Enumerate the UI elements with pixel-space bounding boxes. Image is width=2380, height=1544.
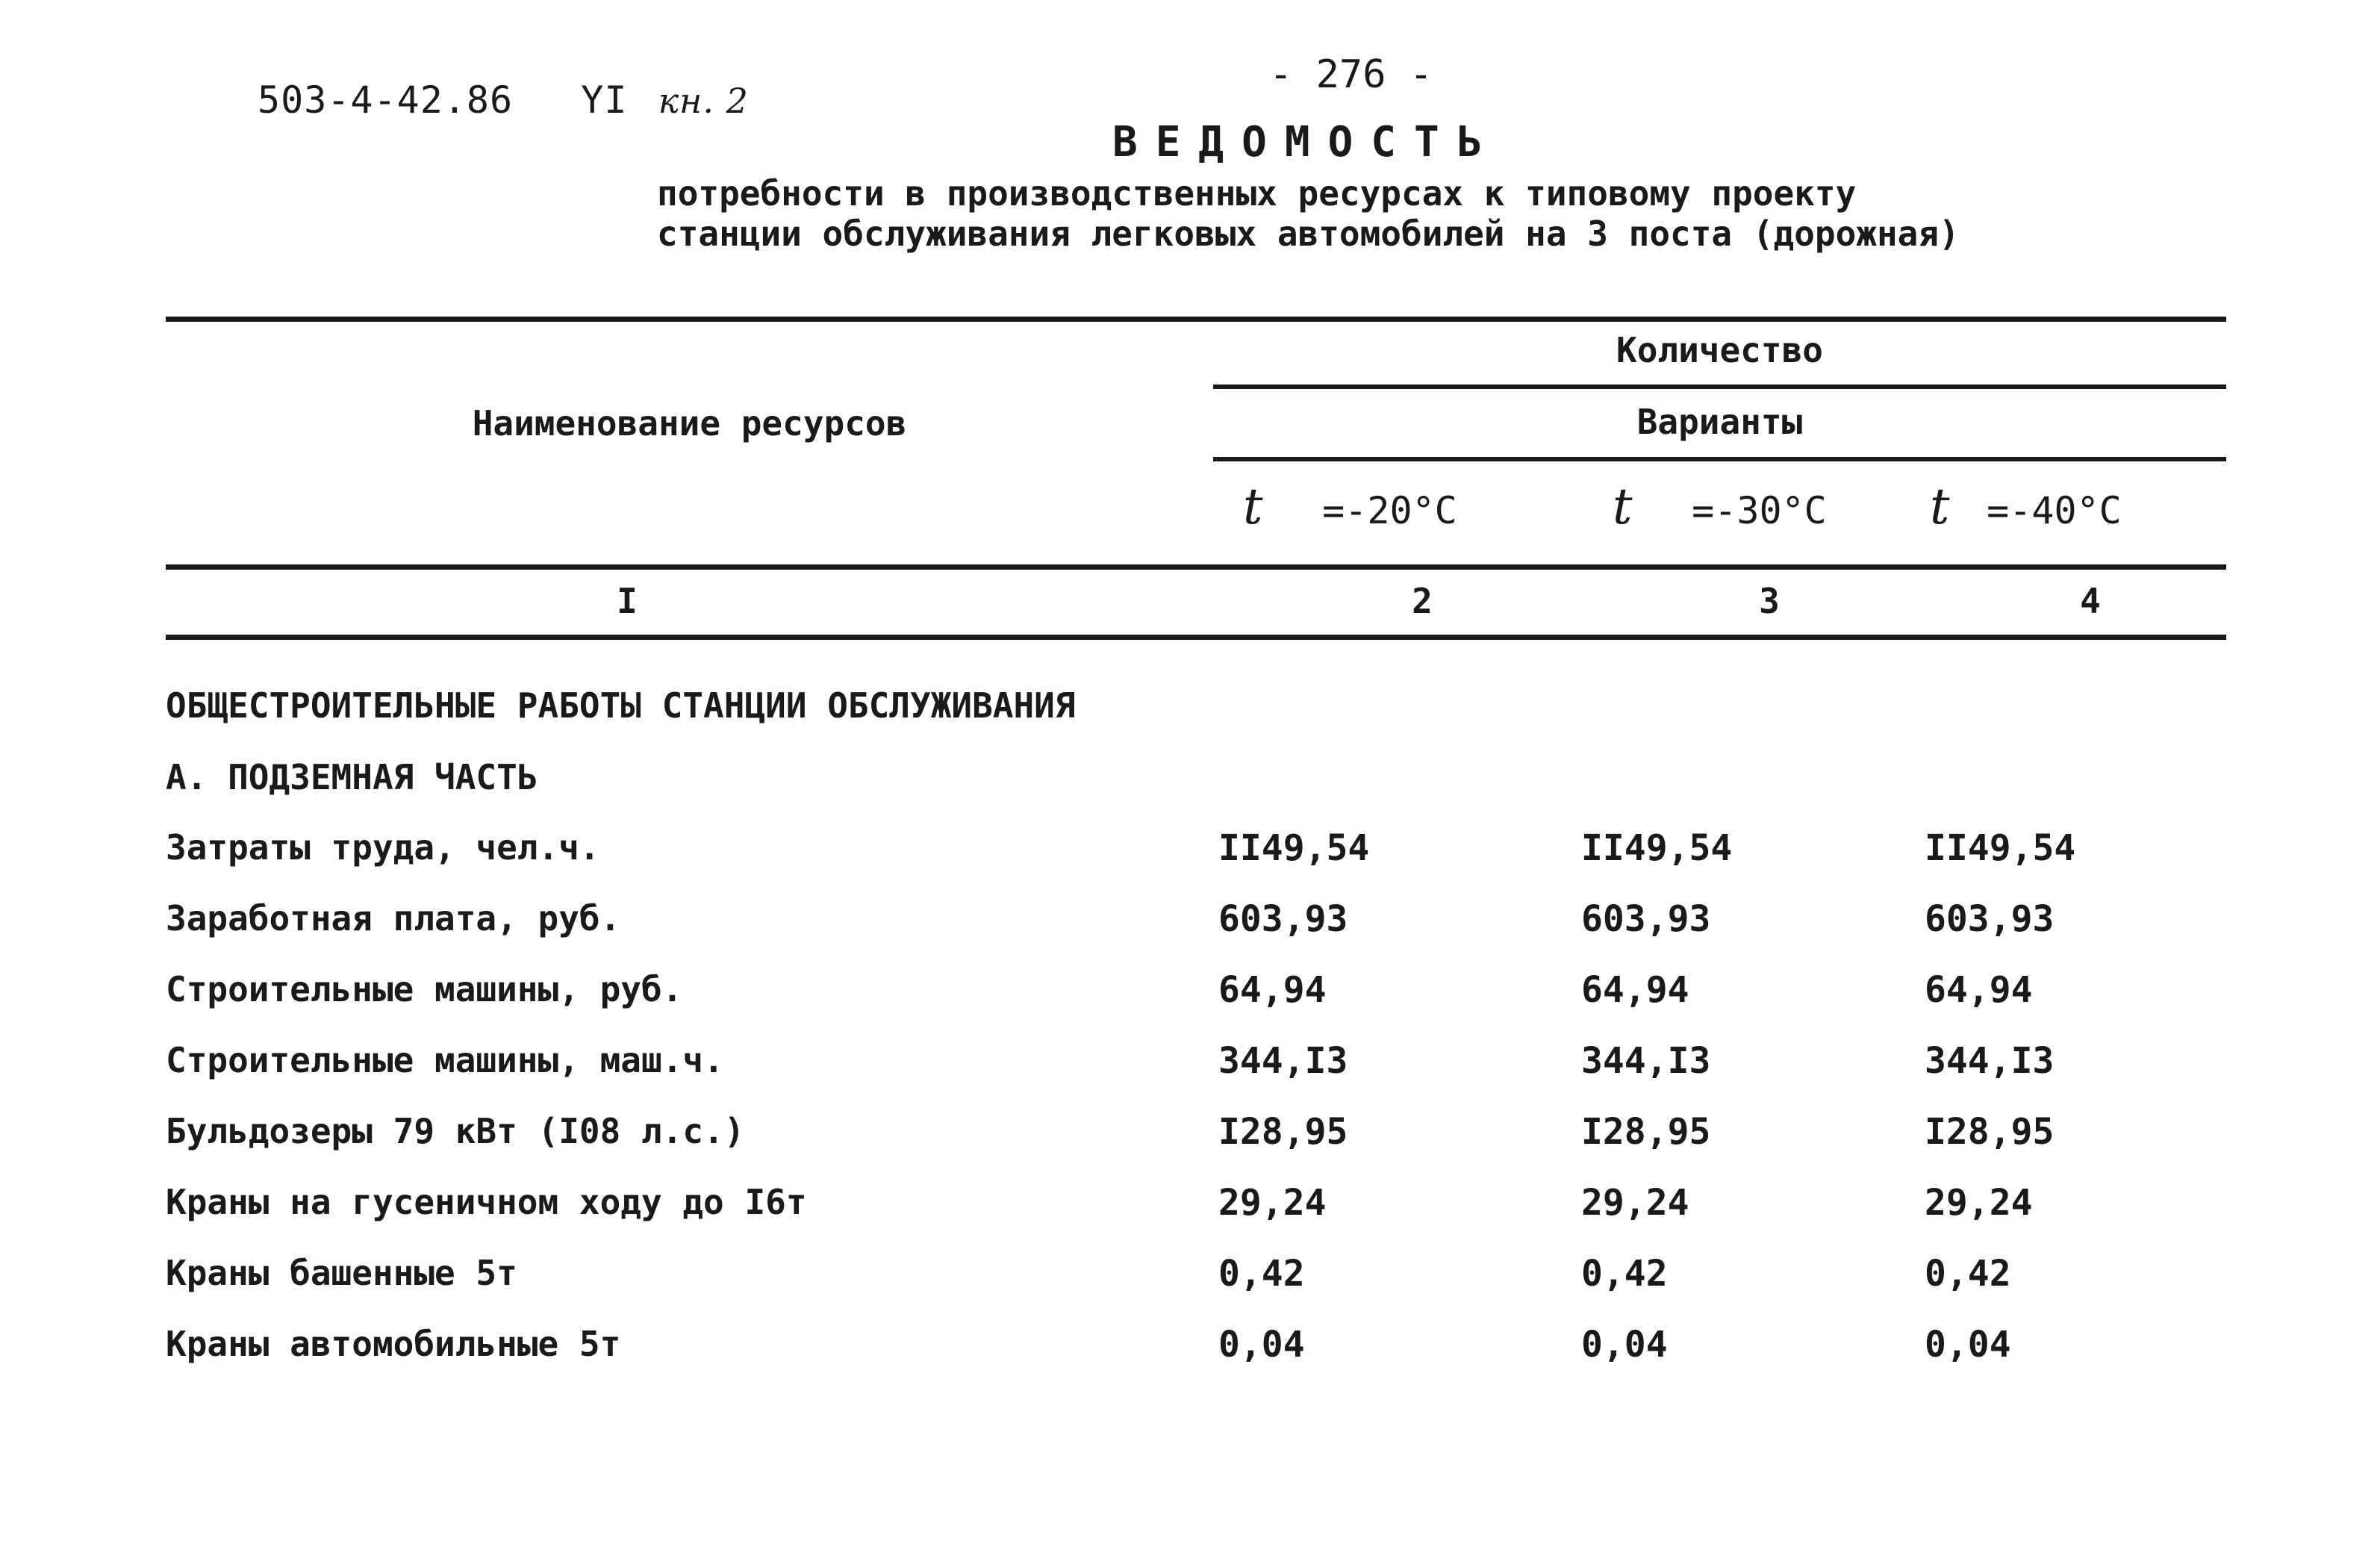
row-value-col2: 603,93 (1218, 898, 1348, 940)
variant-header-3 (1930, 478, 2122, 535)
row-value-col2: 0,04 (1218, 1324, 1305, 1366)
row-label: Строительные машины, руб. (166, 969, 683, 1009)
table-top-rule (166, 317, 2226, 322)
page-number: - 276 - (1269, 52, 1433, 97)
col-number-1: I (617, 581, 638, 621)
row-label: Затраты труда, чел.ч. (166, 827, 600, 868)
row-value-col3: 0,42 (1581, 1253, 1668, 1295)
row-label: Бульдозеры 79 кВт (I08 л.с.) (166, 1111, 745, 1151)
temperature-symbol: t (1243, 478, 1263, 535)
row-value-col3: II49,54 (1581, 827, 1733, 869)
variant-label-3: =-40°C (1987, 489, 2122, 532)
row-value-col2: 64,94 (1218, 969, 1327, 1011)
quantity-divider (1213, 385, 2226, 389)
variants-divider (1213, 457, 2226, 461)
variant-label-1: =-20°C (1322, 489, 1457, 532)
row-value-col2: 344,I3 (1218, 1040, 1348, 1082)
book-note: кн. 2 (658, 81, 749, 121)
row-label: Краны на гусеничном ходу до I6т (166, 1182, 807, 1222)
row-label: Заработная плата, руб. (166, 898, 621, 938)
row-value-col4: 29,24 (1925, 1182, 2033, 1224)
row-value-col4: 0,04 (1925, 1324, 2011, 1366)
col-number-3: 3 (1759, 581, 1780, 621)
row-value-col3: 0,04 (1581, 1324, 1668, 1366)
subtitle-line-1: потребности в производственных ресурсах к типовому проекту (657, 173, 1857, 214)
page-title: ВЕДОМОСТЬ (1112, 118, 1501, 166)
row-value-col3: 29,24 (1581, 1182, 1689, 1224)
row-value-col3: 344,I3 (1581, 1040, 1711, 1082)
row-value-col4: I28,95 (1925, 1111, 2055, 1153)
subsection-title: А. ПОДЗЕМНАЯ ЧАСТЬ (166, 757, 538, 797)
subtitle-line-2: станции обслуживания легковых автомобилей на 3 поста (дорожная) (657, 214, 1960, 254)
doc-volume: YI (581, 78, 628, 122)
row-label: Строительные машины, маш.ч. (166, 1040, 724, 1080)
doc-code-number: 503-4-42.86 (258, 78, 514, 122)
col-number-4: 4 (2080, 581, 2101, 621)
col-header-quantity: Количество (1616, 330, 1823, 370)
row-label: Краны башенные 5т (166, 1253, 517, 1293)
temperature-symbol: t (1613, 478, 1633, 535)
variant-label-2: =-30°C (1692, 489, 1827, 532)
section-title: ОБЩЕСТРОИТЕЛЬНЫЕ РАБОТЫ СТАНЦИИ ОБСЛУЖИВАНИЯ (166, 685, 1076, 726)
row-value-col2: I28,95 (1218, 1111, 1348, 1153)
row-value-col4: 64,94 (1925, 969, 2033, 1011)
row-value-col4: II49,54 (1925, 827, 2076, 869)
variant-header-1 (1243, 478, 1457, 535)
row-value-col3: 64,94 (1581, 969, 1689, 1011)
col-numbers-bottom-rule (166, 635, 2226, 640)
col-header-variants: Варианты (1636, 402, 1803, 442)
row-value-col2: 0,42 (1218, 1253, 1305, 1295)
row-label: Краны автомобильные 5т (166, 1324, 621, 1364)
row-value-col4: 603,93 (1925, 898, 2055, 940)
temperature-symbol: t (1930, 478, 1950, 535)
row-value-col3: I28,95 (1581, 1111, 1711, 1153)
page-subtitle (657, 173, 1960, 254)
document-code (258, 78, 749, 122)
row-value-col4: 0,42 (1925, 1253, 2011, 1295)
row-value-col2: 29,24 (1218, 1182, 1327, 1224)
row-value-col4: 344,I3 (1925, 1040, 2055, 1082)
row-value-col3: 603,93 (1581, 898, 1711, 940)
row-value-col2: II49,54 (1218, 827, 1370, 869)
variant-header-2 (1613, 478, 1827, 535)
header-bottom-rule (166, 564, 2226, 570)
col-number-2: 2 (1412, 581, 1433, 621)
col-header-resource-name: Наименование ресурсов (472, 403, 907, 443)
